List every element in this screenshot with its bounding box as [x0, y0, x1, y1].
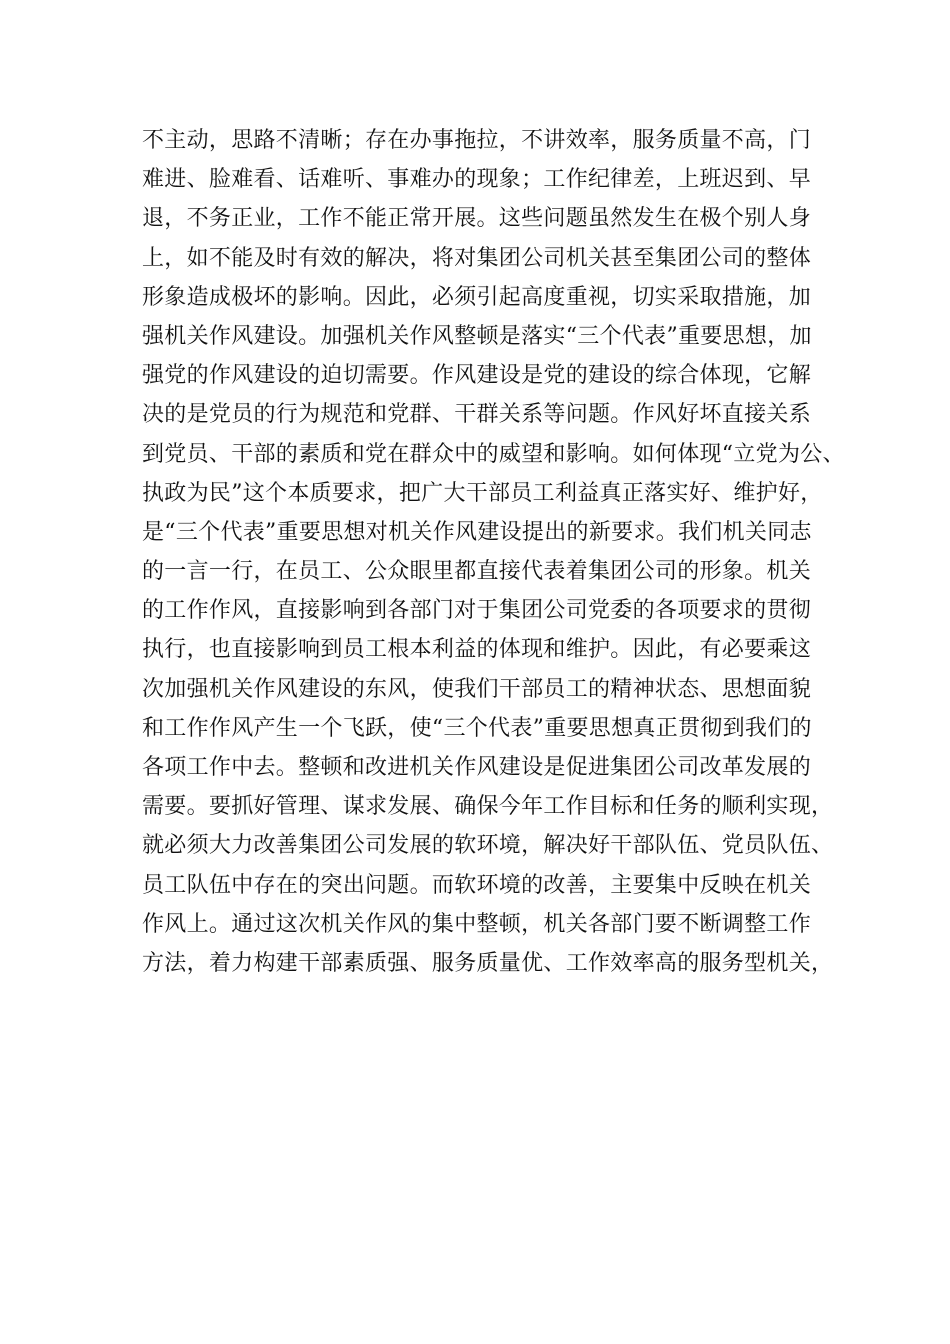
text-line: 是“三个代表”重要思想对机关作风建设提出的新要求。我们机关同志: [142, 519, 812, 545]
text-line: 决的是党员的行为规范和党群、干群关系等问题。作风好坏直接关系: [142, 402, 812, 428]
body-text: [142, 121, 845, 983]
text-line: 就必须大力改善集团公司发展的软环境，解决好干部队伍、党员队伍、: [142, 833, 834, 859]
text-line: 作风上。通过这次机关作风的集中整顿，机关各部门要不断调整工作: [142, 911, 812, 937]
text-line: 强机关作风建设。加强机关作风整顿是落实“三个代表”重要思想，加: [142, 323, 812, 349]
text-line: 难进、脸难看、话难听、事难办的现象；工作纪律差，上班迟到、早: [142, 167, 812, 193]
text-line: 的一言一行，在员工、公众眼里都直接代表着集团公司的形象。机关: [142, 559, 812, 585]
text-line: 上，如不能及时有效的解决，将对集团公司机关甚至集团公司的整体: [142, 245, 812, 271]
text-line: 退，不务正业，工作不能正常开展。这些问题虽然发生在极个别人身: [142, 206, 812, 232]
text-line: 到党员、干部的素质和党在群众中的威望和影响。如何体现“立党为公、: [142, 441, 845, 467]
text-line: 不主动，思路不清晰；存在办事拖拉，不讲效率，服务质量不高，门: [142, 128, 812, 153]
text-line: 员工队伍中存在的突出问题。而软环境的改善，主要集中反映在机关: [142, 872, 812, 898]
text-line: 需要。要抓好管理、谋求发展、确保今年工作目标和任务的顺利实现，: [142, 794, 834, 820]
text-line: 强党的作风建设的迫切需要。作风建设是党的建设的综合体现，它解: [142, 363, 812, 389]
text-line: 执行，也直接影响到员工根本利益的体现和维护。因此，有必要乘这: [142, 637, 812, 663]
text-line: 方法，着力构建干部素质强、服务质量优、工作效率高的服务型机关，: [142, 950, 834, 976]
text-line: 执政为民”这个本质要求，把广大干部员工利益真正落实好、维护好，: [142, 480, 823, 506]
text-line: 形象造成极坏的影响。因此，必须引起高度重视，切实采取措施，加: [142, 284, 812, 310]
text-line: 的工作作风，直接影响到各部门对于集团公司党委的各项要求的贯彻: [142, 598, 812, 624]
text-line: 和工作作风产生一个飞跃，使“三个代表”重要思想真正贯彻到我们的: [142, 715, 812, 741]
text-line: 次加强机关作风建设的东风，使我们干部员工的精神状态、思想面貌: [142, 676, 812, 702]
text-line: 各项工作中去。整顿和改进机关作风建设是促进集团公司改革发展的: [142, 755, 812, 780]
